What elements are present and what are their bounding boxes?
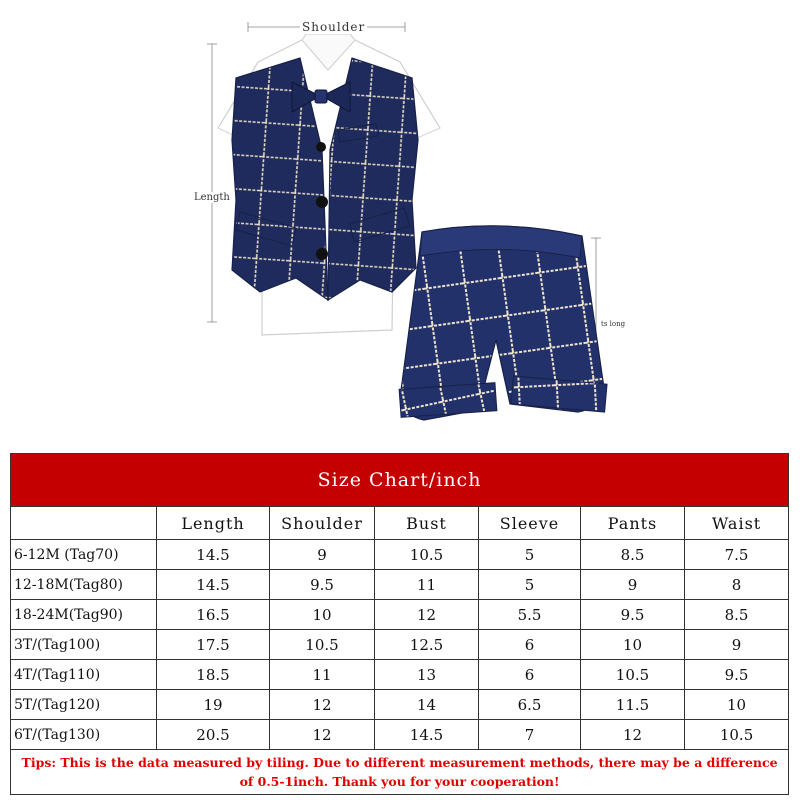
shoulder-label: Shoulder (302, 20, 366, 34)
sleeve-cell: 7 (479, 720, 581, 750)
size-cell: 18-24M(Tag90) (11, 600, 157, 630)
length-cell: 19 (157, 690, 270, 720)
pants-cell: 9.5 (581, 600, 685, 630)
waist-cell: 10.5 (685, 720, 789, 750)
sleeve-cell: 5 (479, 540, 581, 570)
shoulder-cell: 10.5 (270, 630, 375, 660)
size-cell: 4T/(Tag110) (11, 660, 157, 690)
length-cell: 14.5 (157, 570, 270, 600)
waist-cell: 9.5 (685, 660, 789, 690)
table-row (11, 540, 789, 570)
size-chart-title: Size Chart/inch (11, 454, 789, 507)
pants-cell: 10.5 (581, 660, 685, 690)
size-chart-title-row (11, 454, 789, 507)
column-header-size (11, 507, 157, 540)
pants-length-label: ts long (601, 320, 626, 328)
size-chart-table (10, 453, 789, 795)
shorts (399, 226, 607, 420)
sleeve-cell: 6.5 (479, 690, 581, 720)
length-cell: 17.5 (157, 630, 270, 660)
length-measure-line (207, 44, 217, 322)
waist-cell: 9 (685, 630, 789, 660)
size-cell: 12-18M(Tag80) (11, 570, 157, 600)
bust-cell: 12.5 (375, 630, 479, 660)
bust-cell: 10.5 (375, 540, 479, 570)
sleeve-cell: 5.5 (479, 600, 581, 630)
size-cell: 3T/(Tag100) (11, 630, 157, 660)
column-header-pants: Pants (581, 507, 685, 540)
shoulder-cell: 9 (270, 540, 375, 570)
table-row (11, 690, 789, 720)
length-cell: 18.5 (157, 660, 270, 690)
tips-row (11, 750, 789, 795)
waist-cell: 8 (685, 570, 789, 600)
column-header-row (11, 507, 789, 540)
size-cell: 6T/(Tag130) (11, 720, 157, 750)
shoulder-cell: 9.5 (270, 570, 375, 600)
table-row (11, 630, 789, 660)
bust-cell: 12 (375, 600, 479, 630)
column-header-shoulder: Shoulder (270, 507, 375, 540)
length-label: Length (194, 192, 230, 203)
bust-cell: 14 (375, 690, 479, 720)
pants-cell: 12 (581, 720, 685, 750)
waist-cell: 7.5 (685, 540, 789, 570)
length-cell: 16.5 (157, 600, 270, 630)
shoulder-cell: 11 (270, 660, 375, 690)
tips-text: Tips: This is the data measured by tiling. Due to different measurement methods, there may be a difference of 0.5-1inch. Thank you for your cooperation! (11, 750, 789, 795)
table-row (11, 720, 789, 750)
sleeve-cell: 6 (479, 660, 581, 690)
column-header-waist: Waist (685, 507, 789, 540)
size-cell: 5T/(Tag120) (11, 690, 157, 720)
sleeve-cell: 6 (479, 630, 581, 660)
size-cell: 6-12M (Tag70) (11, 540, 157, 570)
bust-cell: 13 (375, 660, 479, 690)
shoulder-cell: 12 (270, 690, 375, 720)
table-row (11, 570, 789, 600)
bust-cell: 11 (375, 570, 479, 600)
column-header-length: Length (157, 507, 270, 540)
table-row (11, 600, 789, 630)
length-cell: 14.5 (157, 540, 270, 570)
column-header-sleeve: Sleeve (479, 507, 581, 540)
table-row (11, 660, 789, 690)
waist-cell: 8.5 (685, 600, 789, 630)
pants-cell: 8.5 (581, 540, 685, 570)
shoulder-cell: 12 (270, 720, 375, 750)
sleeve-cell: 5 (479, 570, 581, 600)
pants-cell: 10 (581, 630, 685, 660)
length-cell: 20.5 (157, 720, 270, 750)
waist-cell: 10 (685, 690, 789, 720)
bust-cell: 14.5 (375, 720, 479, 750)
column-header-bust: Bust (375, 507, 479, 540)
pants-cell: 9 (581, 570, 685, 600)
pants-cell: 11.5 (581, 690, 685, 720)
shoulder-cell: 10 (270, 600, 375, 630)
